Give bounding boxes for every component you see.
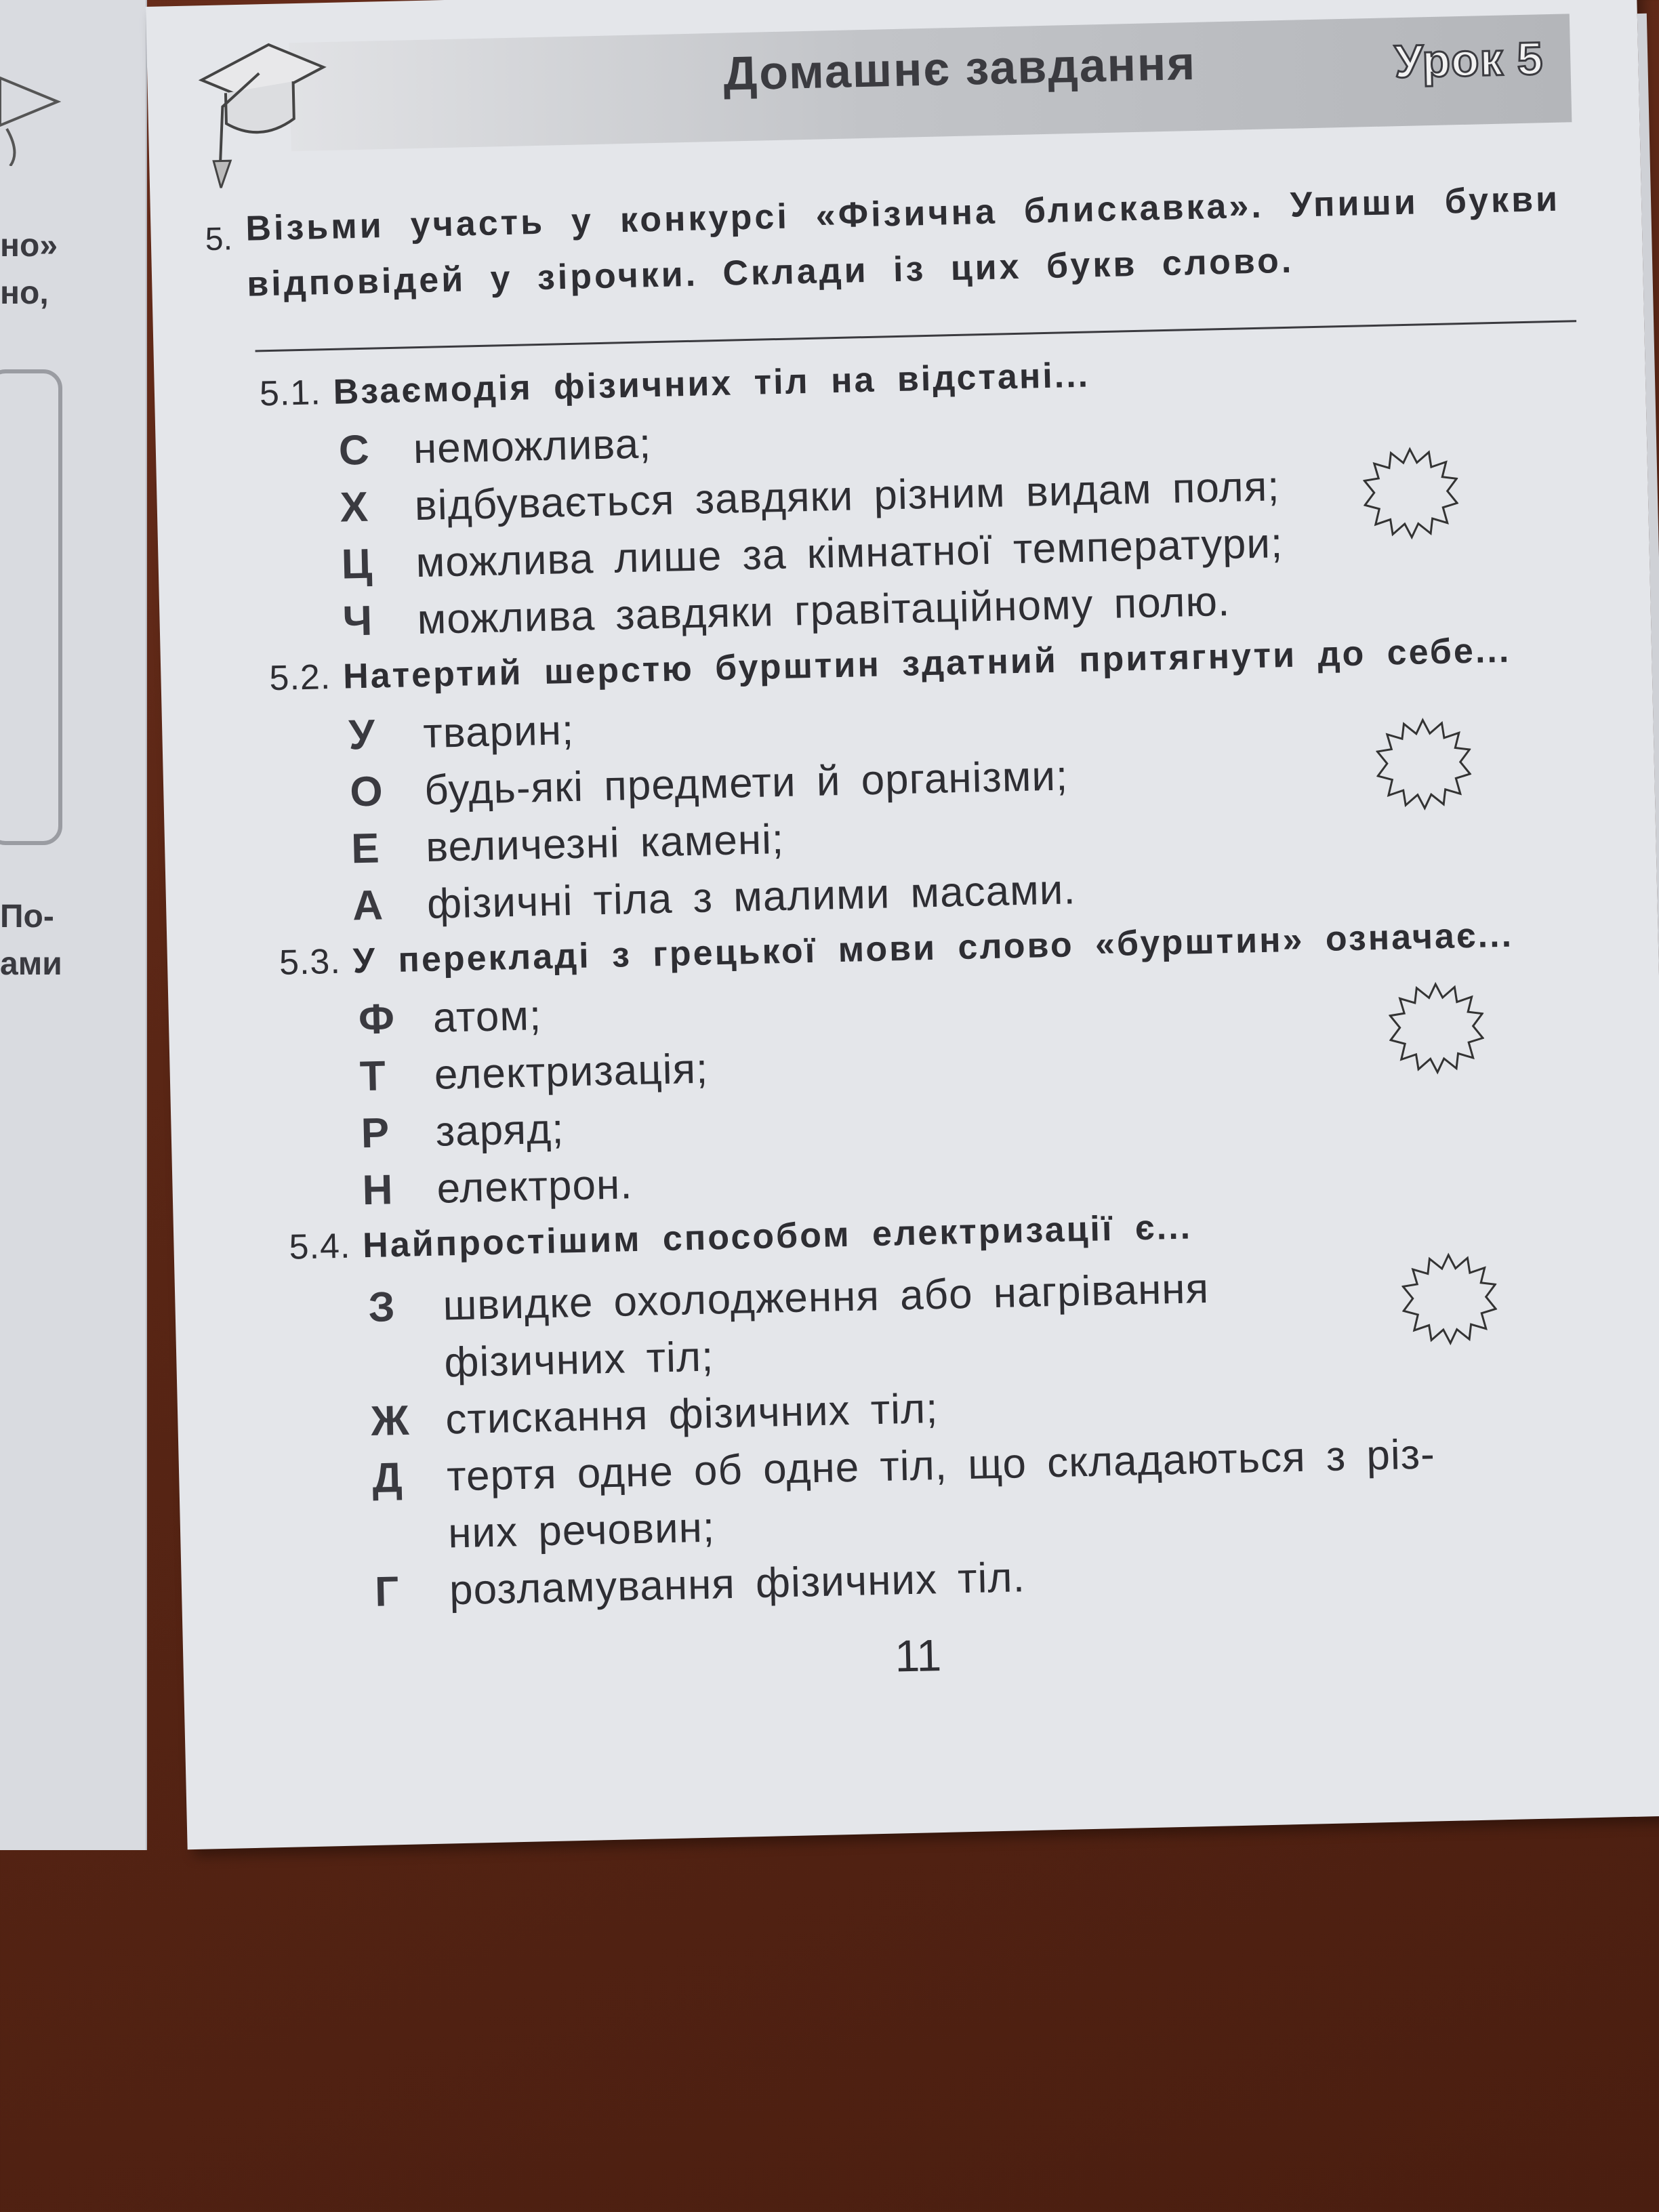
option-letter: Т <box>359 1052 387 1101</box>
option-text: будь-які предмети й організми; <box>424 752 1069 814</box>
lesson-label: Урок 5 <box>1393 33 1544 88</box>
option-text: тварин; <box>422 706 575 757</box>
header-bar <box>289 14 1572 151</box>
option-5-4-z <box>368 1261 1211 1393</box>
option-text: атом; <box>432 992 542 1042</box>
option-letter: З <box>367 1284 396 1332</box>
option-letter: О <box>349 768 384 816</box>
option-letter: С <box>338 426 371 474</box>
question-number: 5.4. <box>288 1226 351 1267</box>
option-text: неможлива; <box>413 420 652 473</box>
star-answer-box-icon[interactable] <box>1401 1250 1498 1347</box>
option-5-3-f <box>358 987 542 1048</box>
question-text: У перекладі з грецької мови слово «бурштин» означає... <box>352 915 1514 981</box>
option-letter: Ж <box>370 1397 411 1445</box>
option-5-1-s <box>338 415 652 479</box>
left-page-text-4: ами <box>0 946 62 982</box>
question-number: 5.2. <box>268 657 331 699</box>
task-instruction: Візьми участь у конкурсі «Фізична блискавка». Упиши букви відповідей у зірочки. Склади із цих букв слово. <box>245 179 1561 304</box>
page-number: 11 <box>894 1630 942 1681</box>
page-edge <box>1637 14 1659 1776</box>
option-text: електризація; <box>434 1045 709 1099</box>
option-text-continued: фізичних тіл; <box>443 1333 715 1387</box>
star-answer-box-icon[interactable] <box>1388 980 1485 1077</box>
option-text: можлива завдяки гравітаційному полю. <box>416 577 1231 644</box>
header-title: Домашнє завдання <box>722 36 1197 100</box>
left-page-text-3: По- <box>0 899 54 935</box>
option-text-continued: них речовин; <box>447 1504 716 1557</box>
left-page-text-1: но» <box>0 228 58 264</box>
option-letter: Г <box>374 1568 401 1616</box>
option-5-3-n <box>362 1156 634 1219</box>
option-text: швидке охолодження або нагрівання <box>442 1265 1210 1330</box>
star-answer-box-icon[interactable] <box>1362 445 1459 541</box>
star-answer-box-icon[interactable] <box>1375 716 1472 813</box>
question-number: 5.1. <box>259 373 322 414</box>
graduation-cap-icon <box>187 30 333 189</box>
option-5-2-u <box>348 702 575 764</box>
option-text: розламування фізичних тіл. <box>449 1554 1026 1614</box>
option-5-2-e <box>350 811 785 878</box>
left-page-frame <box>0 369 62 845</box>
workbook-page <box>146 0 1659 1849</box>
option-5-3-r <box>361 1101 565 1162</box>
option-letter: Х <box>340 483 369 531</box>
option-text: можлива лише за кімнатної температури; <box>415 520 1284 587</box>
task-number: 5. <box>205 221 233 258</box>
question-text: Взаємодія фізичних тіл на відстані... <box>333 355 1090 412</box>
divider-line <box>255 320 1577 352</box>
left-page-fragment <box>0 0 147 1850</box>
option-letter: Ф <box>358 996 396 1044</box>
option-text: фізичні тіла з малими масами. <box>426 866 1077 928</box>
question-5-1 <box>259 355 1090 415</box>
question-text: Найпростішим способом електризації є... <box>362 1207 1193 1266</box>
option-letter: Д <box>371 1454 404 1502</box>
option-text: величезні камені; <box>425 815 785 871</box>
option-5-4-d <box>371 1426 1437 1564</box>
option-text: заряд; <box>434 1105 565 1155</box>
option-letter: Ц <box>340 540 373 588</box>
option-text: стискання фізичних тіл; <box>445 1385 939 1443</box>
option-5-3-t <box>359 1041 709 1106</box>
option-letter: Е <box>350 825 381 873</box>
left-page-text-2: но, <box>0 275 49 311</box>
option-letter: Ч <box>342 597 374 645</box>
option-letter: У <box>348 711 376 759</box>
question-text: Натертий шерстю бурштин здатний притягнути до себе... <box>342 630 1511 697</box>
option-text: електрон. <box>436 1161 634 1212</box>
option-text: відбувається завдяки різним видам поля; <box>414 463 1281 530</box>
option-letter: Н <box>361 1166 394 1214</box>
question-number: 5.3. <box>279 941 342 983</box>
option-text: тертя одне об одне тіл, що складаються з різ- <box>446 1431 1436 1500</box>
option-letter: Р <box>361 1109 390 1158</box>
cap-fragment-icon <box>0 64 61 166</box>
option-letter: А <box>352 882 384 930</box>
